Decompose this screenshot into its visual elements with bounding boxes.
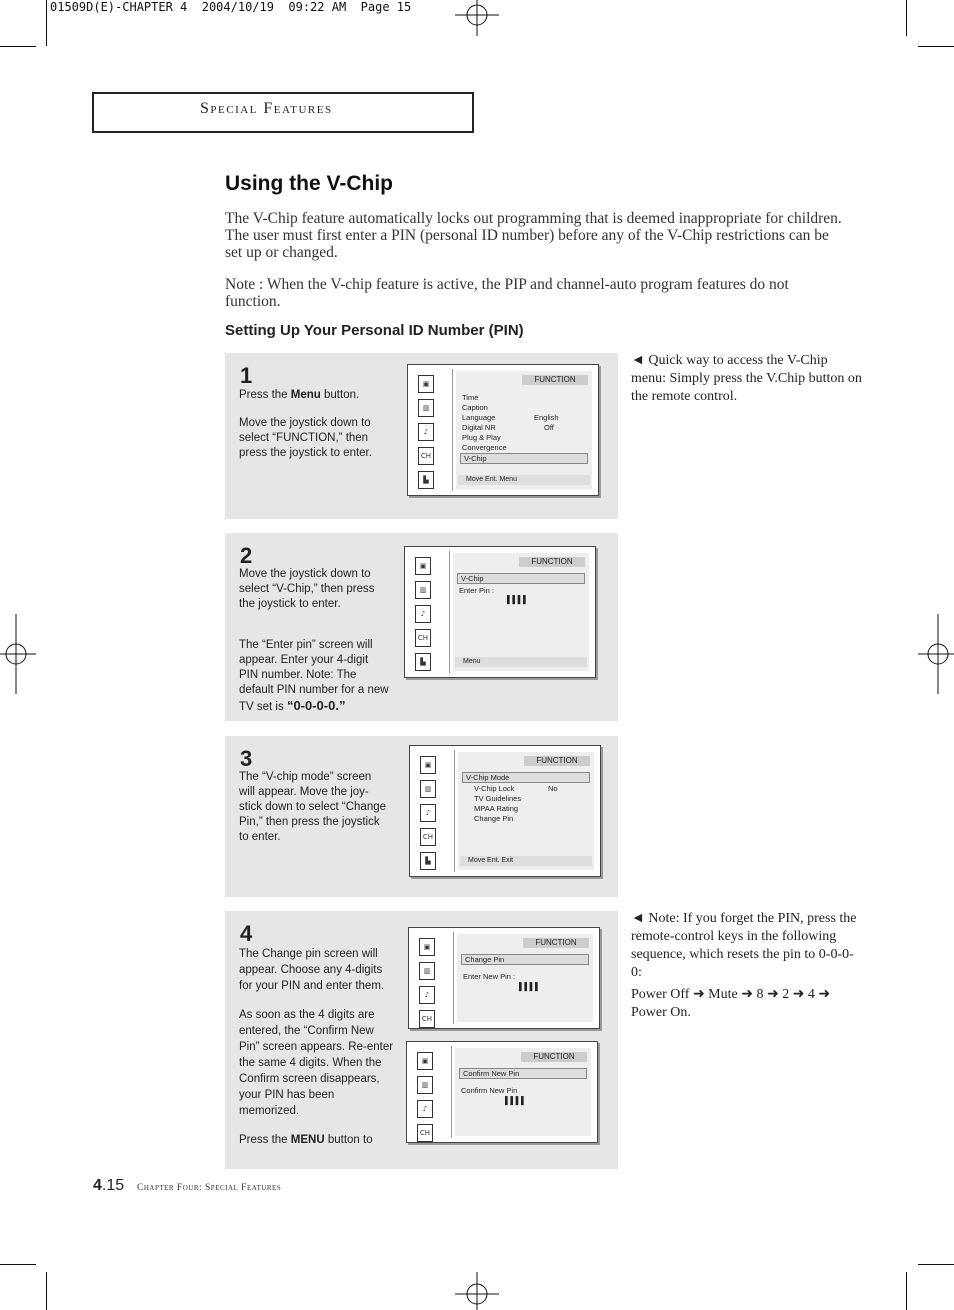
step-text-part: button to bbox=[324, 1134, 373, 1146]
sound-icon: ▥ bbox=[415, 581, 431, 599]
function-icon: ▙ bbox=[415, 653, 431, 671]
menu-item: Language bbox=[462, 413, 496, 422]
step-text-part: The “Enter pin” screen will appear. Enter your 4-digit PIN number. Note: The default PIN number for a new TV set is bbox=[239, 639, 389, 713]
step-number: 1 bbox=[240, 363, 253, 388]
menu-area bbox=[458, 752, 594, 870]
menu-help-bar: Move Ent. Exit bbox=[460, 856, 592, 866]
tv-enter-pin-screen bbox=[404, 546, 596, 678]
page-number bbox=[93, 1177, 124, 1195]
sound-icon: ▥ bbox=[418, 399, 434, 417]
menu-icon-column bbox=[412, 369, 453, 491]
step-text-part: As soon as the 4 digits are entered, the “Confirm New Pin” screen appears. Re-enter the same 4 digits. When the Confirm screen disappears, your PIN has been memorized. bbox=[239, 1009, 394, 1117]
menu-area bbox=[455, 1048, 591, 1136]
intro-paragraph: The V-Chip feature automatically locks out programming that is deemed inappropriate for children. The user must first enter a PIN (personal ID number) before any of the V-Chip restrictions can be set up or changed. bbox=[225, 210, 842, 261]
reset-sequence: Power Off ➜ Mute ➜ 8 ➜ 2 ➜ 4 ➜ Power On. bbox=[631, 987, 831, 1020]
submenu-title: Change Pin bbox=[461, 954, 589, 965]
step-panel-3 bbox=[225, 736, 618, 897]
function-title: FUNCTION bbox=[522, 375, 588, 385]
step-number: 3 bbox=[240, 746, 253, 771]
footer-chapter-title: Chapter Four: Special Features bbox=[137, 1183, 282, 1193]
step-text-part: Move the joystick down to select “V-Chip,” then press the joystick to enter. bbox=[239, 568, 375, 610]
crop-mark bbox=[918, 1264, 954, 1265]
function-icon: ▙ bbox=[418, 471, 434, 489]
print-slug: 01509D(E)-CHAPTER 4 2004/10/19 09:22 AM Page 15 bbox=[50, 0, 412, 14]
crop-mark bbox=[46, 0, 47, 46]
picture-icon: ▣ bbox=[415, 557, 431, 575]
step-text bbox=[239, 770, 389, 858]
side-note-text: ◄ Note: If you forget the PIN, press the remote-control keys in the following sequence, which resets the pin to 0-0-0-0: bbox=[631, 911, 857, 980]
submenu-title: V-Chip Mode bbox=[462, 772, 590, 783]
step-text bbox=[239, 946, 394, 1161]
channel-icon: CH bbox=[418, 447, 434, 465]
channel-icon: CH bbox=[415, 629, 431, 647]
submenu-title: Confirm New Pin bbox=[459, 1068, 587, 1079]
menu-area bbox=[456, 371, 592, 489]
function-title: FUNCTION bbox=[521, 1052, 587, 1062]
function-title: FUNCTION bbox=[524, 756, 590, 766]
menu-icon-column bbox=[414, 750, 455, 872]
step-text-part: The Change pin screen will appear. Choose any 4-digits for your PIN and enter them. bbox=[239, 948, 385, 992]
crop-mark bbox=[918, 46, 954, 47]
channel-icon: CH bbox=[420, 828, 436, 846]
registration-mark-right bbox=[918, 614, 954, 694]
step-panel-4 bbox=[225, 911, 618, 1169]
selected-menu-item: V-Chip bbox=[460, 453, 588, 464]
step-text bbox=[239, 567, 389, 728]
menu-item: Caption bbox=[462, 403, 488, 412]
pin-mask: ▌▌▌▌ bbox=[507, 595, 529, 604]
step-number: 4 bbox=[240, 921, 253, 946]
step-text-part: button. bbox=[320, 389, 360, 401]
step-panel-2 bbox=[225, 533, 618, 721]
side-note-text: ◄ Quick way to access the V-Chip menu: Simply press the V.Chip button on the remote control. bbox=[631, 353, 862, 404]
submenu-title: V-Chip bbox=[457, 573, 585, 584]
section-subheading: Setting Up Your Personal ID Number (PIN) bbox=[225, 322, 524, 339]
picture-icon: ▣ bbox=[417, 1052, 433, 1070]
pin-mask: ▌▌▌▌ bbox=[519, 982, 541, 991]
enter-new-pin-label: Enter New Pin : bbox=[463, 972, 516, 981]
function-title: FUNCTION bbox=[519, 557, 585, 567]
step-text bbox=[239, 388, 389, 474]
menu-item: Digital NR bbox=[462, 423, 496, 432]
menu-key-label: Menu bbox=[290, 389, 321, 401]
menu-item: Convergence bbox=[462, 443, 507, 452]
menu-help-bar: Menu bbox=[455, 657, 587, 667]
step-text-part: Move the joystick down to select “FUNCTION,” then press the joystick to enter. bbox=[239, 417, 372, 459]
setup-icon: ♪ bbox=[419, 986, 435, 1004]
picture-icon: ▣ bbox=[418, 375, 434, 393]
menu-item: Time bbox=[462, 393, 479, 402]
sound-icon: ▥ bbox=[419, 962, 435, 980]
menu-key-label: MENU bbox=[290, 1134, 325, 1146]
default-pin: “0-0-0-0.” bbox=[286, 698, 346, 713]
menu-icon-column bbox=[411, 1046, 452, 1138]
menu-icon-column bbox=[409, 551, 450, 673]
section-header: Special Features bbox=[200, 100, 333, 117]
sound-icon: ▥ bbox=[420, 780, 436, 798]
menu-value: Off bbox=[544, 423, 554, 432]
menu-item: MPAA Rating bbox=[474, 804, 519, 813]
tv-confirm-pin-screen bbox=[406, 1041, 598, 1143]
menu-help-bar: Move Ent. Menu bbox=[458, 475, 590, 485]
side-note-forgot-pin bbox=[631, 910, 863, 1026]
registration-mark-bottom bbox=[455, 1272, 499, 1310]
crop-mark bbox=[906, 0, 907, 36]
crop-mark bbox=[906, 1272, 907, 1310]
step-panel-1 bbox=[225, 353, 618, 519]
enter-pin-label: Enter Pin : bbox=[459, 586, 495, 595]
page-title: Using the V-Chip bbox=[225, 172, 393, 195]
crop-mark bbox=[46, 1272, 47, 1310]
step-text-part: Press the bbox=[239, 389, 291, 401]
setup-icon: ♪ bbox=[418, 423, 434, 441]
step-text-part: The “V-chip mode” screen will appear. Move the joy-stick down to select “Change Pin,” then press the joystick to enter. bbox=[239, 771, 387, 843]
crop-mark bbox=[0, 1264, 36, 1265]
sound-icon: ▥ bbox=[417, 1076, 433, 1094]
function-icon: ▙ bbox=[420, 852, 436, 870]
tv-vchip-mode-screen bbox=[409, 745, 601, 877]
tv-menu-screen bbox=[407, 364, 599, 496]
channel-icon: CH bbox=[417, 1124, 433, 1142]
page-suffix: .15 bbox=[101, 1177, 125, 1194]
menu-item: Plug & Play bbox=[462, 433, 501, 442]
menu-area bbox=[453, 553, 589, 671]
crop-mark bbox=[0, 46, 36, 47]
setup-icon: ♪ bbox=[420, 804, 436, 822]
menu-item: TV Guidelines bbox=[474, 794, 522, 803]
picture-icon: ▣ bbox=[420, 756, 436, 774]
menu-value: No bbox=[548, 784, 558, 793]
registration-mark-top bbox=[455, 0, 499, 36]
confirm-new-pin-label: Confirm New Pin bbox=[461, 1086, 518, 1095]
chapter-number: 4 bbox=[93, 1177, 102, 1194]
picture-icon: ▣ bbox=[419, 938, 435, 956]
note-paragraph: Note : When the V-chip feature is active, the PIP and channel-auto program features do not function. bbox=[225, 276, 789, 310]
menu-value: English bbox=[534, 413, 559, 422]
menu-icon-column bbox=[413, 932, 454, 1024]
setup-icon: ♪ bbox=[417, 1100, 433, 1118]
tv-change-pin-screen bbox=[408, 927, 600, 1029]
side-note-quick-access bbox=[631, 352, 863, 410]
step-text-part: Press the bbox=[239, 1134, 291, 1146]
setup-icon: ♪ bbox=[415, 605, 431, 623]
pin-mask: ▌▌▌▌ bbox=[505, 1096, 527, 1105]
channel-icon: CH bbox=[419, 1010, 435, 1028]
function-title: FUNCTION bbox=[523, 938, 589, 948]
menu-area bbox=[457, 934, 593, 1022]
step-number: 2 bbox=[240, 543, 253, 568]
menu-item: Change Pin bbox=[474, 814, 514, 823]
registration-mark-left bbox=[0, 614, 36, 694]
menu-item: V-Chip Lock bbox=[474, 784, 515, 793]
